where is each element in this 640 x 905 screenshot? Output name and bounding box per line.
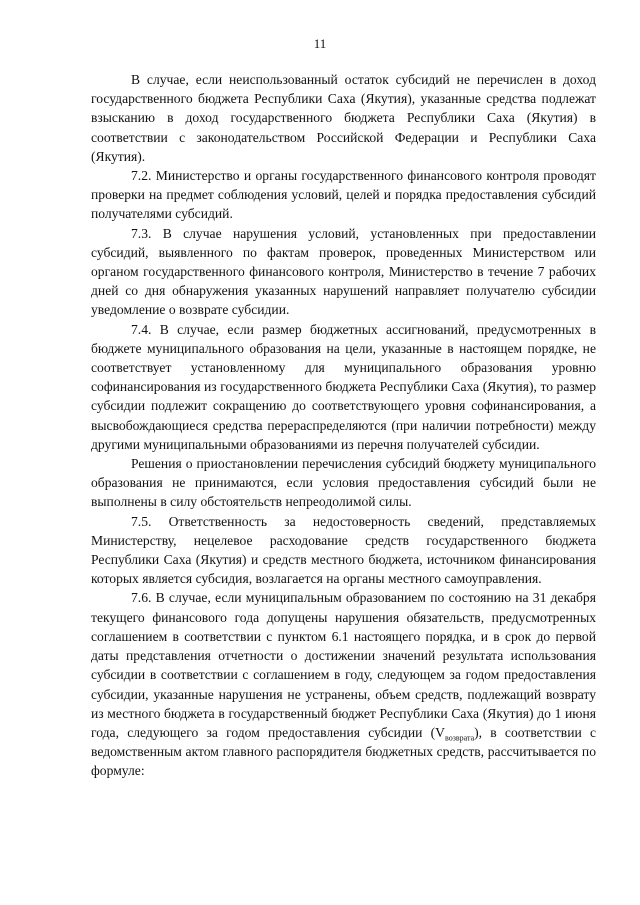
paragraph-7-4: 7.4. В случае, если размер бюджетных ассигнований, предусмотренных в бюджете муниципального образования на цели, указанные в настоящем порядке, не соответствует установленному для муниципального образования уровню софинансирования из государственного бюджета Республики Саха (Якутия), то размер субсидии подлежит сокращению до соответствующего уровня софинансирования, а высвобождающиеся средства перераспределяются (при наличии потребности) между другими муниципальными образованиями из перечня получателей субсидии. bbox=[91, 321, 596, 452]
page-number: 11 bbox=[313, 36, 327, 51]
paragraph-7-3: 7.3. В случае нарушения условий, установленных при предоставлении субсидий, выявленного по фактам проверок, проведенных Министерством или органом государственного финансового контроля, Министерство в течение 7 рабочих дней со дня обнаружения указанных нарушений направляет получателю субсидии уведомление о возврате субсидии. bbox=[91, 225, 596, 318]
paragraph-suspension-decisions: Решения о приостановлении перечисления субсидий бюджету муниципального образования не принимаются, если условия предоставления субсидий были не выполнены в силу обстоятельств непреодолимой силы. bbox=[91, 456, 596, 510]
paragraph-7-2: 7.2. Министерство и органы государственного финансового контроля проводят проверки на предмет соблюдения условий, целей и порядка предоставления субсидий получателями субсидий. bbox=[91, 168, 596, 222]
formula-variable: V bbox=[435, 724, 445, 740]
paragraph-7-6 bbox=[91, 588, 596, 780]
paragraph-7-5: 7.5. Ответственность за недостоверность сведений, представляемых Министерству, нецелевое расходование средств государственного бюджета Республики Саха (Якутия) и средств местного бюджета, источником финансирования которых является субсидия, возлагается на органы местного самоуправления. bbox=[91, 513, 596, 587]
paragraph-7-6-text-before: 7.6. В случае, если муниципальным образованием по состоянию на 31 декабря текущего финансового года допущены нарушения обязательств, предусмотренных соглашением в соответствии с пунктом 6.1 настоящего порядка, и в срок до первой даты представления отчетности о достижении значений результата использования субсидии в соответствии с соглашением в году, следующем за годом предоставления субсидии, указанные нарушения не устранены, объем средств, подлежащий возврату из местного бюджета в государственный бюджет Республики Саха (Якутия) до 1 июня года, следующего за годом предоставления субсидии ( bbox=[91, 590, 596, 740]
document-body bbox=[91, 70, 596, 781]
paragraph-7-6-text-after: ), в соответствии с ведомственным актом главного распорядителя бюджетных средств, рассчитывается по формуле: bbox=[91, 724, 596, 779]
paragraph-unused-balance: В случае, если неиспользованный остаток субсидий не перечислен в доход государственного бюджета Республики Саха (Якутия), указанные средства подлежат взысканию в доход государственного бюджета Республики Саха (Якутия) в соответствии с законодательством Российской Федерации и Республики Саха (Якутия). bbox=[91, 72, 596, 164]
formula-variable-subscript: возврата bbox=[445, 733, 475, 743]
